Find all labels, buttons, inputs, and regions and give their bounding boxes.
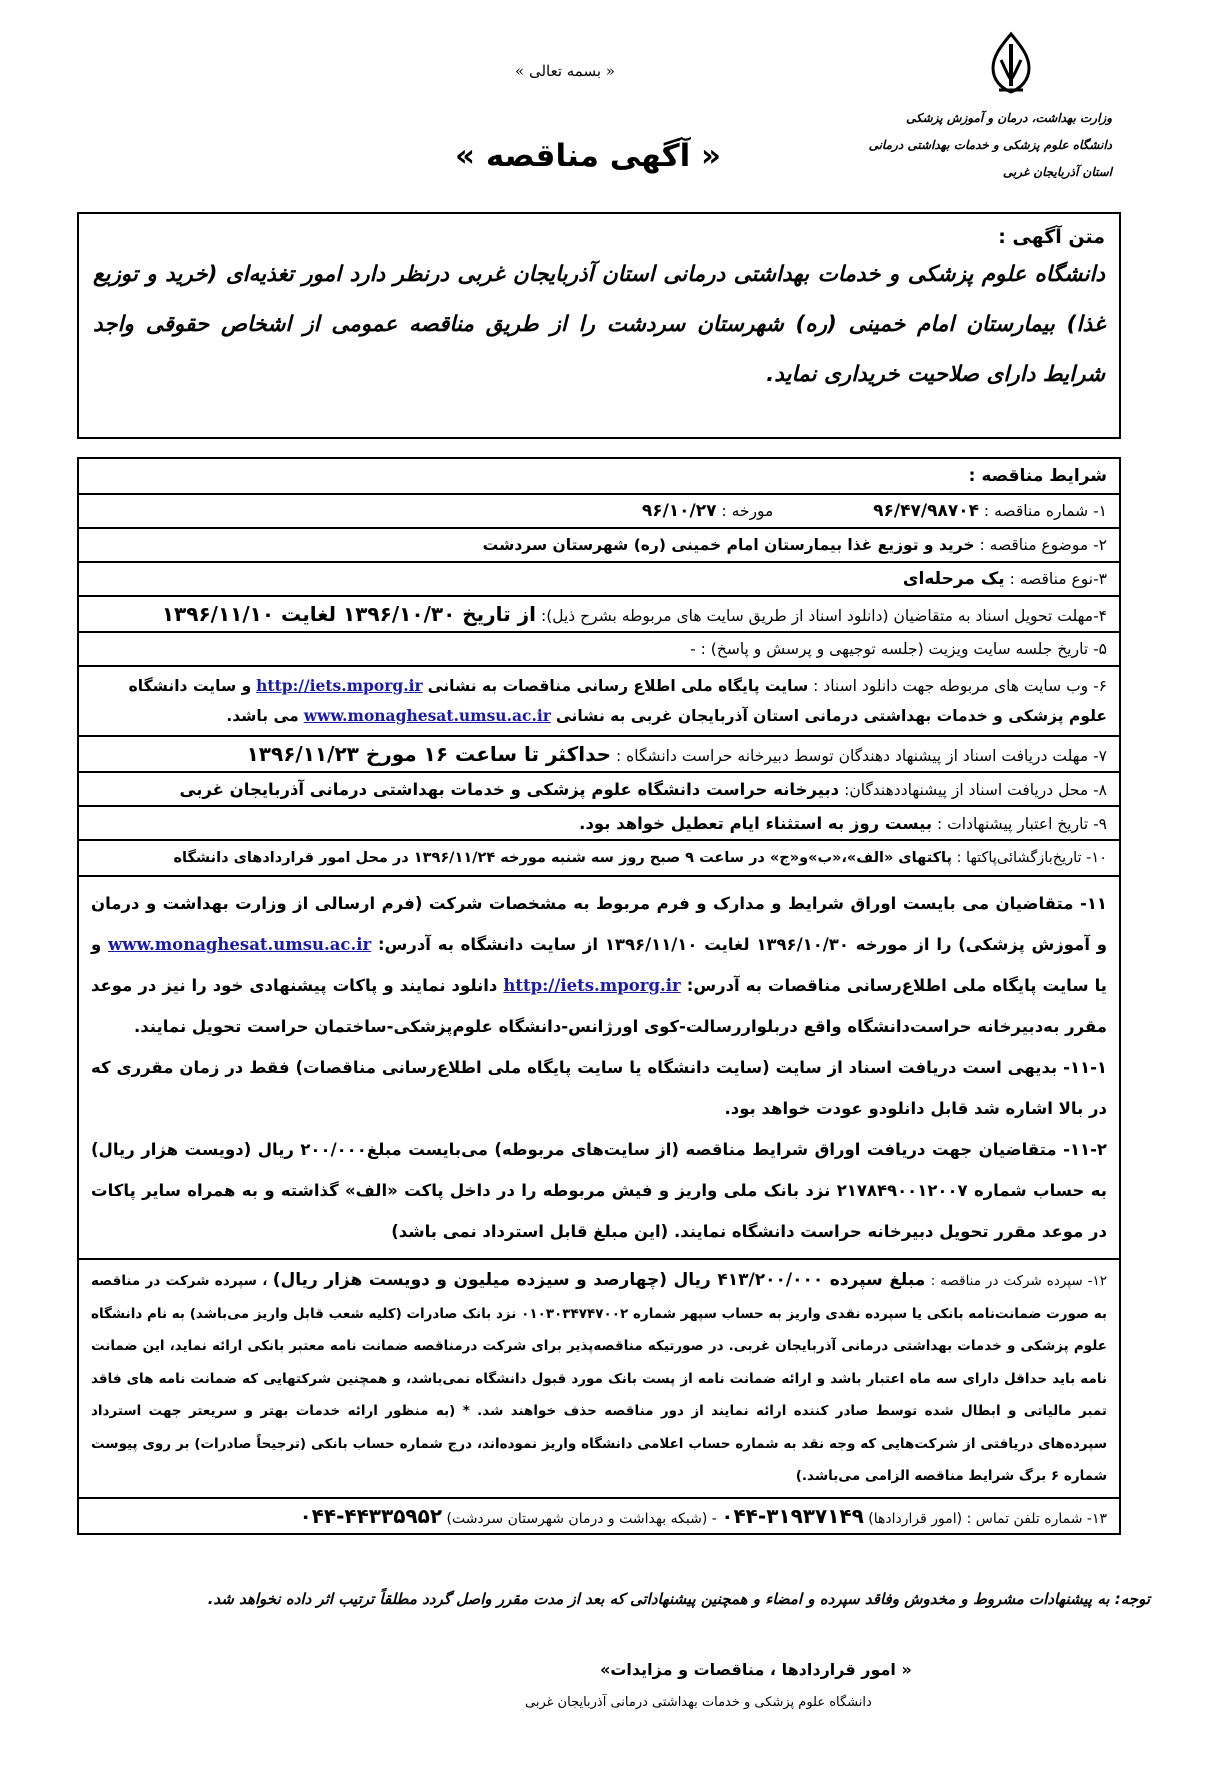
- receipt-place-label: ۸- محل دریافت اسناد از پیشنهاددهندگان:: [844, 780, 1107, 799]
- tender-number-label: ۱- شماره مناقصه :: [983, 502, 1107, 520]
- websites-text-3: می باشد.: [226, 707, 299, 725]
- row-applicants: [78, 876, 1120, 1259]
- deposit-amount: مبلغ سپرده ۴۱۳/۲۰۰/۰۰۰ ریال (چهارصد و سیزده میلیون و دویست هزار ریال): [272, 1270, 926, 1290]
- receipt-place: دبیرخانه حراست دانشگاه علوم پزشکی و خدمات بهداشتی درمانی آذربایجان غربی: [179, 779, 840, 799]
- applicants-monaghesat-link[interactable]: www.monaghesat.umsu.ac.ir: [108, 935, 372, 954]
- iets-link[interactable]: http://iets.mporg.ir: [256, 676, 423, 695]
- conditions-table: [77, 457, 1121, 1535]
- tender-date: ۹۶/۱۰/۲۷: [641, 501, 717, 521]
- document-deadline: از تاریخ ۱۳۹۶/۱۰/۳۰ لغایت ۱۳۹۶/۱۱/۱۰: [161, 602, 537, 626]
- signature-subtitle: دانشگاه علوم پزشکی و خدمات بهداشتی درمانی آذربایجان غربی: [525, 1695, 872, 1710]
- tender-type-label: ۳-نوع مناقصه :: [1009, 570, 1107, 588]
- websites-text-2: و سایت دانشگاه علوم پزشکی و خدمات بهداشتی درمانی استان آذربایجان غربی به نشانی: [128, 677, 1107, 725]
- signature-title: « امور قراردادها ، مناقصات و مزایدات»: [600, 1660, 912, 1679]
- applicants-text-3: دانلود نمایند و پاکات پیشنهادی خود را نیز در موعد مقرر به‌دبیرخانه حراست‌دانشگاه واقع دربلواررسالت-کوی اورژانس-دانشگاه علوم‌پزشکی-ساختمان حراست تحویل نمایند.: [91, 976, 1107, 1036]
- tender-type: یک مرحله‌ای: [902, 569, 1005, 589]
- conditions-heading: شرایط مناقصه :: [78, 458, 1120, 494]
- proposal-deadline-label: ۷- مهلت دریافت اسناد از پیشنهاد دهندگان توسط دبیرخانه حراست دانشگاه :: [615, 747, 1107, 765]
- ad-text-heading: متن آگهی :: [998, 226, 1105, 248]
- ministry-block: [792, 105, 1112, 186]
- page-title: « آگهی مناقصه »: [455, 138, 722, 174]
- note: توجه: به پیشنهادات مشروط و مخدوش وفاقد سپرده و امضاء و همچنین پیشنهاداتی که بعد از مدت مقرر واصل گردد مطلقاً ترتیب اثر داده نخواهد شد.: [207, 1590, 1150, 1608]
- deposit-paragraph: [91, 1264, 1107, 1493]
- applicants-note-2: ۱۱-۲- متقاضیان جهت دریافت اوراق شرایط مناقصه (از سایت‌های مربوطه) می‌بایست مبلغ۲۰۰/۰۰۰ ریال (دویست هزار ریال) به حساب شماره ۲۱۷۸۴۹۰۰۱۲۰۰۷ نزد بانک ملی واریز و فیش مربوطه را در داخل پاکت «الف» گذاشته و به همراه سایر پاکات در موعد مقرر تحویل دبیرخانه حراست دانشگاه نمایند. (این مبلغ قابل استرداد نمی باشد): [91, 1140, 1107, 1241]
- row-websites: [78, 666, 1120, 736]
- ad-text-body: دانشگاه علوم پزشکی و خدمات بهداشتی درمانی استان آذربایجان غربی درنظر دارد امور تغذیه‌ای (خرید و توزیع غذا) بیمارستان امام خمینی (ره) شهرستان سردشت را از طریق مناقصه عمومی از اشخاص حقوقی واجد شرایط دارای صلاحیت خریداری نماید.: [93, 262, 1105, 387]
- phone-mid: - (شبکه بهداشت و درمان شهرستان سردشت): [446, 1510, 717, 1527]
- phone-label: ۱۳- شماره تلفن تماس : (امور قراردادها): [868, 1510, 1107, 1527]
- row-tender-type: [78, 562, 1120, 596]
- validity-label: ۹- تاریخ اعتبار پیشنهادات :: [937, 814, 1107, 833]
- tender-subject: خرید و توزیع غذا بیمارستان امام خمینی (ره) شهرستان سردشت: [482, 536, 975, 554]
- emblem-icon: [983, 30, 1039, 96]
- row-receipt-place: [78, 772, 1120, 806]
- row-validity: [78, 806, 1120, 840]
- row-deposit: [78, 1259, 1120, 1498]
- opening-date-label: ۱۰- تاریخ‌بازگشائی‌پاکتها :: [956, 850, 1107, 866]
- applicants-paragraph: [91, 883, 1107, 1047]
- row-proposal-deadline: [78, 736, 1120, 772]
- deposit-text: ، سپرده شرکت در مناقصه به صورت ضمانت‌نامه بانکی یا سپرده نقدی واریز به حساب سپهر شماره ۰۱۰۳۰۳۴۷۴۷۰۰۲ نزد بانک صادرات (کلیه شعب قابل واریز می‌باشد) به نام دانشگاه علوم پزشکی و خدمات بهداشتی درمانی آذربایجان غربی. در صورتیکه مناقصه‌پذیر برای شرکت درمناقصه ضمانت نامه معتبر بانکی ارائه نماید، این ضمانت نامه باید حداقل دارای سه ماه اعتبار باشد و ارائه ضمانت نامه از پست بانک مورد قبول دانشگاه نمی‌باشد، و همچنین شرکتهایی که ضمانت نامه های فاقد تمبر مالیاتی و ابطال شده توسط صادر کننده ارائه نمایند از دور مناقصه حذف خواهند شد. * (به منظور ارائه خدمات بهتر و سریعتر جهت استرداد سپرده‌های دریافتی از شرکت‌هایی که وجه نقد به شماره حساب اعلامی دانشگاه واریز نموده‌اند، درج شماره حساب بانکی (ترجیحاً صادرات) بر روی پیوست شماره ۶ برگ شرایط مناقصه الزامی می‌باشد.): [91, 1273, 1108, 1484]
- phone-contracts: ۰۴۴-۳۱۹۳۷۱۴۹: [721, 1503, 864, 1528]
- ministry-line-2: دانشگاه علوم پزشکی و خدمات بهداشتی درمانی: [868, 138, 1112, 152]
- ministry-line-3: استان آذربایجان غربی: [1002, 165, 1112, 179]
- site-visit-text: ۵- تاریخ جلسه سایت ویزیت (جلسه توجیهی و پرسش و پاسخ) : -: [690, 640, 1107, 658]
- validity: بیست روز به استثناء ایام تعطیل خواهد بود.: [579, 813, 933, 833]
- applicants-note-1: ۱۱-۱- بدیهی است دریافت اسناد از سایت (سایت دانشگاه یا سایت پایگاه ملی اطلاع‌رسانی مناقصات) فقط در زمان مقرری که در بالا اشاره شد قابل دانلودو عودت خواهد بود.: [91, 1058, 1107, 1118]
- tender-subject-label: ۲- موضوع مناقصه :: [979, 536, 1107, 554]
- deposit-label: ۱۲- سپرده شرکت در مناقصه :: [930, 1273, 1107, 1289]
- row-document-deadline: [78, 596, 1120, 632]
- monaghesat-link[interactable]: www.monaghesat.umsu.ac.ir: [303, 706, 551, 725]
- tender-number: ۹۶/۴۷/۹۸۷۰۴: [873, 501, 979, 521]
- websites-text-1: سایت پایگاه ملی اطلاع رسانی مناقصات به نشانی: [427, 677, 809, 695]
- row-tender-number: [78, 494, 1120, 528]
- besm-header: « بسمه تعالی »: [515, 62, 615, 80]
- tender-date-label: مورخه :: [721, 502, 774, 520]
- ministry-line-1: وزارت بهداشت، درمان و آموزش پزشکی: [906, 111, 1112, 125]
- applicants-iets-link[interactable]: http://iets.mporg.ir: [503, 976, 681, 995]
- row-phone: [78, 1498, 1120, 1534]
- proposal-deadline: حداکثر تا ساعت ۱۶ مورخ ۱۳۹۶/۱۱/۲۳: [246, 742, 612, 766]
- document-deadline-label: ۴-مهلت تحویل اسناد به متقاضیان (دانلود اسناد از طریق سایت های مربوطه بشرح ذیل):: [540, 607, 1107, 625]
- row-site-visit: [78, 632, 1120, 666]
- phone-network: ۰۴۴-۴۴۳۳۵۹۵۲: [299, 1503, 443, 1528]
- applicants-text-2: و یا سایت پایگاه ملی اطلاع‌رسانی مناقصات به آدرس:: [91, 935, 1107, 995]
- row-tender-subject: [78, 528, 1120, 562]
- ad-text-box: [77, 212, 1121, 439]
- opening-date: پاکتهای «الف»،«ب»و«ج» در ساعت ۹ صبح روز سه شنبه مورخه ۱۳۹۶/۱۱/۲۴ در محل امور قراردادهای دانشگاه: [173, 850, 952, 866]
- applicants-text-1: ۱۱- متقاضیان می بایست اوراق شرایط و مدارک و فرم مربوط به مشخصات شرکت (فرم ارسالی از وزارت بهداشت و درمان و آموزش پزشکی) را از مورخه ۱۳۹۶/۱۰/۳۰ لغایت ۱۳۹۶/۱۱/۱۰ از سایت دانشگاه به آدرس:: [91, 894, 1108, 954]
- row-opening-date: [78, 840, 1120, 876]
- websites-label: ۶- وب سایت های مربوطه جهت دانلود اسناد :: [813, 677, 1107, 695]
